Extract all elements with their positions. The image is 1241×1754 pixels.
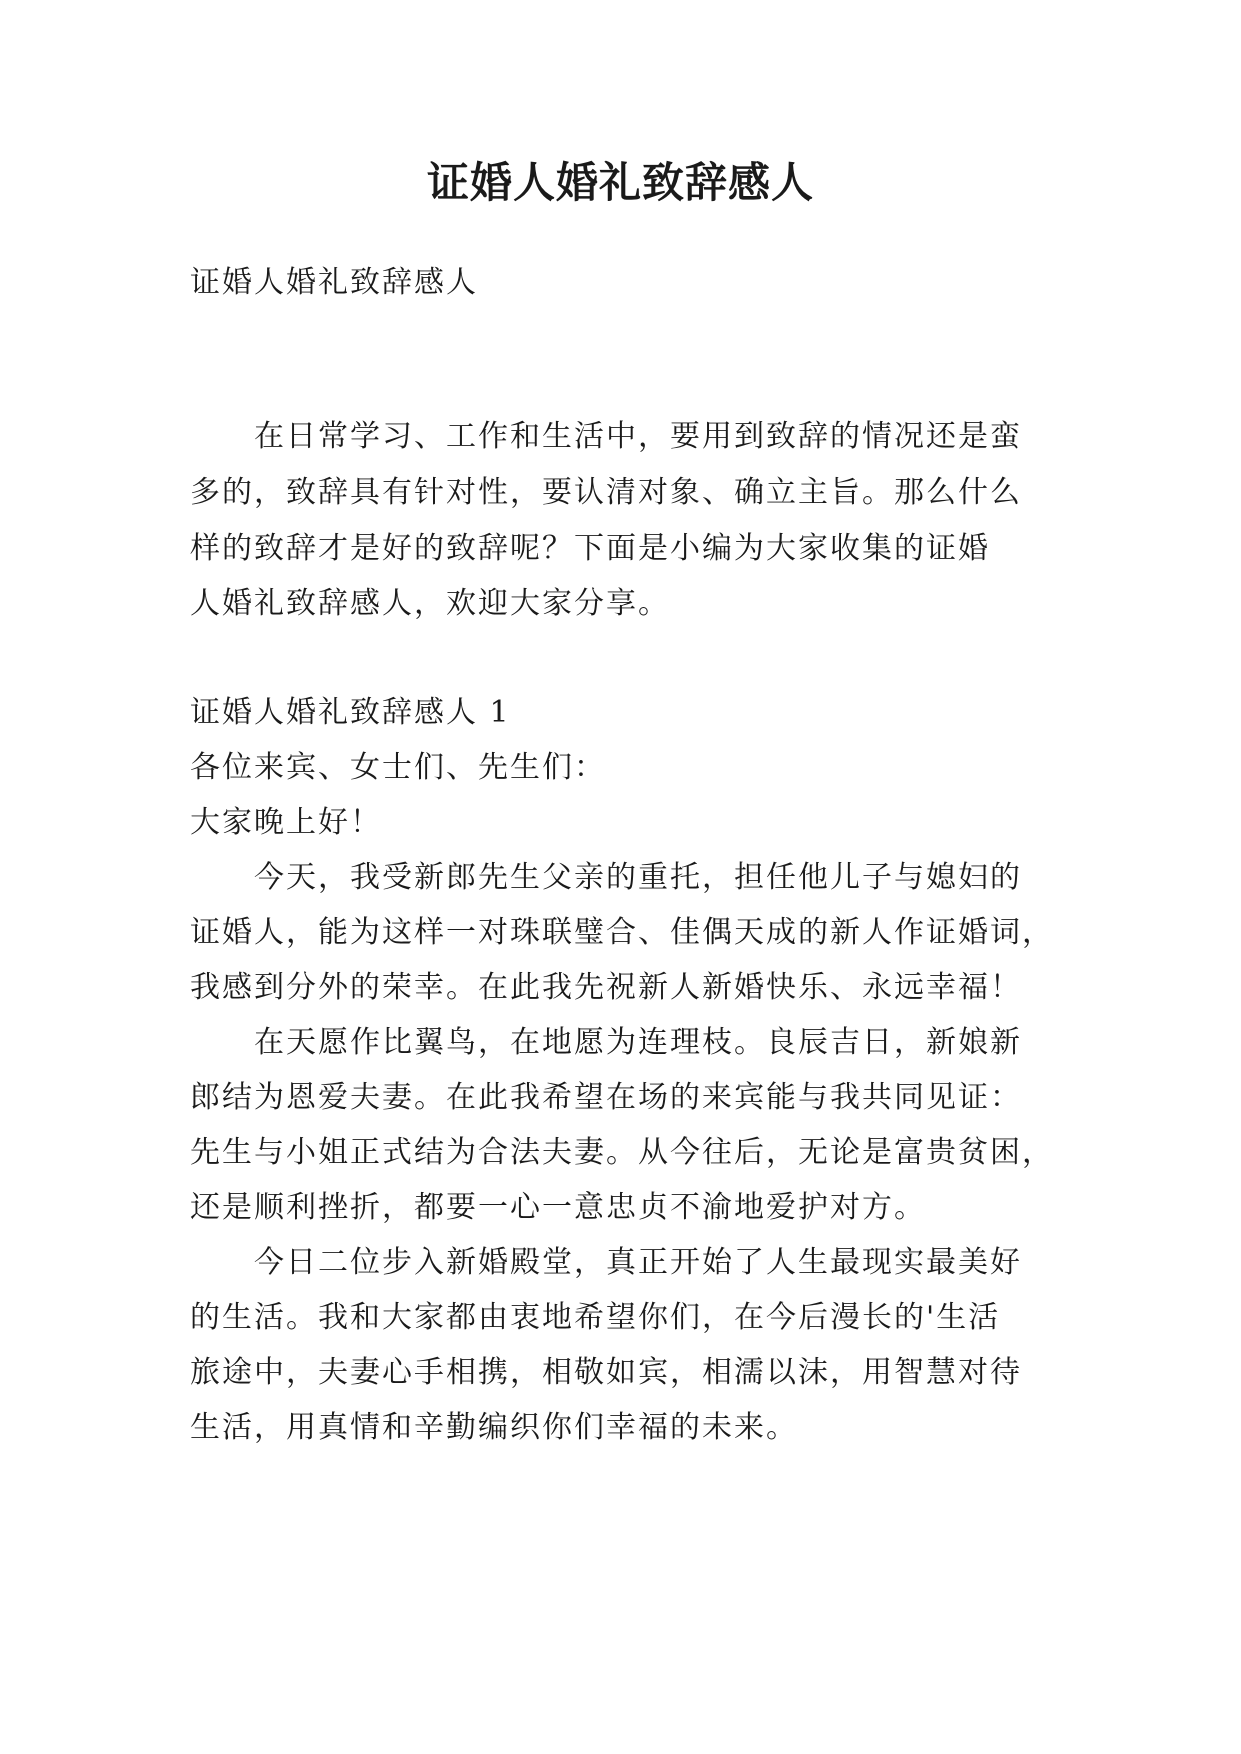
section-heading: 证婚人婚礼致辞感人 1 xyxy=(190,695,511,730)
greeting: 大家晚上好！ xyxy=(190,805,382,840)
paragraph-line: 生活，用真情和辛勤编织你们幸福的未来。 xyxy=(190,1410,798,1445)
document-title: 证婚人婚礼致辞感人 xyxy=(426,158,814,207)
paragraph-line: 今天，我受新郎先生父亲的重托，担任他儿子与媳妇的 xyxy=(254,860,1022,895)
intro-line: 样的致辞才是好的致辞呢？下面是小编为大家收集的证婚 xyxy=(190,531,990,566)
salutation: 各位来宾、女士们、先生们： xyxy=(190,750,606,785)
intro-line: 在日常学习、工作和生活中，要用到致辞的情况还是蛮 xyxy=(254,419,1022,454)
paragraph-line: 先生与小姐正式结为合法夫妻。从今往后，无论是富贵贫困， xyxy=(190,1135,1054,1170)
paragraph-line: 我感到分外的荣幸。在此我先祝新人新婚快乐、永远幸福！ xyxy=(190,970,1022,1005)
paragraph-line: 今日二位步入新婚殿堂，真正开始了人生最现实最美好 xyxy=(254,1245,1022,1280)
paragraph-line: 郎结为恩爱夫妻。在此我希望在场的来宾能与我共同见证： xyxy=(190,1080,1022,1115)
paragraph-line: 旅途中，夫妻心手相携，相敬如宾，相濡以沫，用智慧对待 xyxy=(190,1355,1022,1390)
document-subtitle: 证婚人婚礼致辞感人 xyxy=(190,265,478,300)
paragraph-line: 的生活。我和大家都由衷地希望你们，在今后漫长的'生活 xyxy=(190,1300,1001,1335)
intro-line: 多的，致辞具有针对性，要认清对象、确立主旨。那么什么 xyxy=(190,475,1022,510)
paragraph-line: 在天愿作比翼鸟，在地愿为连理枝。良辰吉日，新娘新 xyxy=(254,1025,1022,1060)
paragraph-line: 证婚人，能为这样一对珠联璧合、佳偶天成的新人作证婚词， xyxy=(190,915,1054,950)
intro-line: 人婚礼致辞感人，欢迎大家分享。 xyxy=(190,586,670,621)
paragraph-line: 还是顺利挫折，都要一心一意忠贞不渝地爱护对方。 xyxy=(190,1190,926,1225)
